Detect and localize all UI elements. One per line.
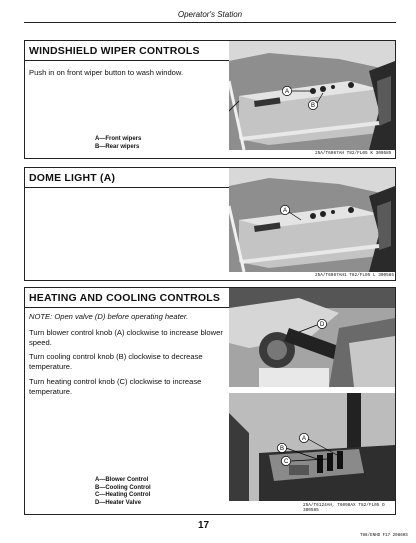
body-text: Push in on front wiper button to wash window. [29, 68, 184, 77]
callout-label: A [283, 208, 288, 215]
legend-item: C—Heating Control [95, 492, 151, 498]
section-wiper-controls [24, 40, 396, 159]
callout-label: C [284, 459, 289, 466]
photo-caption: 25A/T6124AH, T6098AX T82/FL05 O 300585 [303, 503, 385, 513]
photo-heater-valve [229, 288, 395, 387]
title-rule [25, 60, 229, 61]
body-text: Turn heating control knob (C) clockwise to increase temperature. [29, 377, 202, 396]
figure-legend [95, 136, 141, 151]
legend-item: A—Front wipers [95, 136, 142, 142]
legend-item: B—Rear wipers [95, 143, 140, 150]
callout-label: B [311, 103, 316, 110]
photo-dome-light [229, 168, 395, 272]
body-text: Turn cooling control knob (B) clockwise to decrease temperature. [29, 352, 203, 371]
photo-wiper-controls [229, 41, 395, 150]
callout-label: A [285, 89, 290, 96]
section-title: DOME LIGHT (A) [29, 172, 116, 184]
title-rule [25, 187, 229, 188]
header-rule [24, 22, 396, 23]
note-text: NOTE: Open valve (D) before operating heater. [29, 312, 189, 321]
page-number: 17 [198, 520, 210, 531]
photo-climate-controls [229, 393, 395, 501]
callout-label: A [302, 436, 307, 443]
legend-item: D—Heater Valve [95, 499, 142, 506]
body-text: Turn blower control knob (A) clockwise to increase blower speed. [29, 328, 223, 347]
photo-caption: 25A/T6087AH T82/FL05 K 300585 [315, 151, 392, 156]
section-title: WINDSHIELD WIPER CONTROLS [29, 45, 200, 57]
figure-legend [95, 477, 151, 507]
legend-item: B—Cooling Control [95, 484, 151, 491]
running-header: Operator's Station [177, 10, 243, 19]
footer-code: T88/ENHD F17 2086HS [360, 534, 408, 538]
callout-label: B [280, 446, 285, 453]
section-dome-light [24, 167, 396, 281]
title-rule [25, 307, 229, 308]
photo-caption: 25A/T6087AH1 T82/FL05 L 300585 [315, 273, 395, 278]
section-heating-cooling [24, 287, 396, 515]
legend-item: A—Blower Control [95, 477, 149, 483]
section-title: HEATING AND COOLING CONTROLS [29, 292, 221, 304]
callout-label: D [320, 322, 325, 329]
